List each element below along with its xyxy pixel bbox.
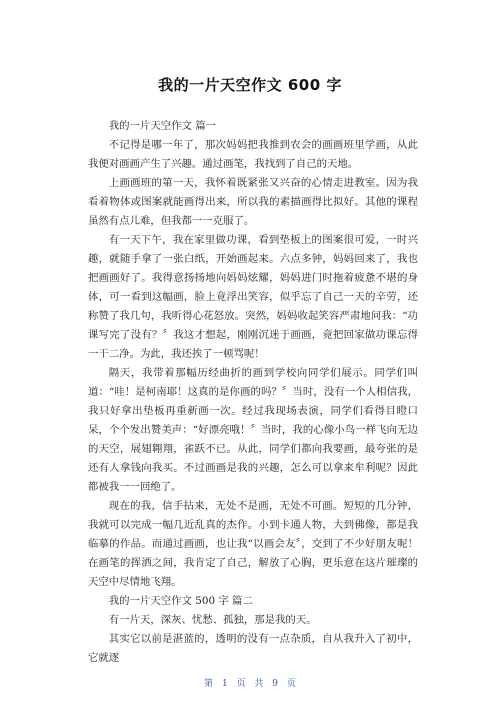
paragraph: 上画画班的第一天，我怀着既紧张又兴奋的心情走进教室。因为我看着物体或图案就能画得出来，所以我的素描画得比拟好。其他的课程虽然有点儿难，但我都一一克服了。 bbox=[88, 177, 418, 227]
paragraph: 现在的我，信手拈来，无处不是画，无处不可画。短短的几分钟，我就可以完成一幅几近乱真的杰作。小到卡通人物，大到佛像，都是我临摹的作品。而通过画画，也让我“以画会友〞，交到了不少好朋友呢！在画笔的挥洒之间，我肯定了自己，解放了心胸，更乐意在这片璀璨的天空中尽情地飞翔。 bbox=[88, 500, 418, 588]
paragraph: 其实它以前是湛蓝的，透明的没有一点杂质，自从我升入了初中，它就逐 bbox=[88, 633, 418, 664]
paragraph: 不记得是哪一年了，那次妈妈把我推到农会的画画班里学画，从此我便对画画产生了兴趣。通过画笔，我找到了自己的天地。 bbox=[88, 139, 418, 170]
paragraph: 有一片天，深灰、忧愁、孤独，那是我的天。 bbox=[108, 614, 317, 626]
paragraph: 有一天下午，我在家里做功课，看到垫板上的图案很可爱，一时兴趣，就随手拿了一张白纸，开始画起来。六点多钟，妈妈回来了，我也把画画好了。我得意扬扬地向妈妈炫耀，妈妈进门时拖着疲惫不堪的身体，可一看到这幅画，脸上竟浮出笑容，似乎忘了自己一天的辛劳，还称赞了我几句，我听得心花怒放。突然，妈妈收起笑容严肃地问我：“功课写完了没有？〞我这才想起，刚刚沉迷于画画，竟把回家做功课忘得一干二净。为此，我还挨了一顿骂呢！ bbox=[88, 234, 418, 360]
page-footer: 第 1 页 共 9 页 bbox=[204, 679, 296, 689]
section-heading: 我的一片天空作文 500 字 篇二 bbox=[108, 595, 253, 607]
paragraph: 隔天，我带着那幅历经曲折的画到学校向同学们展示。同学们叫道：“哇！是柯南耶！这真的是你画的吗？〞当时，没有一个人相信我，我只好拿出垫板再重新画一次。经过我现场表演，同学们看得目瞪口呆，个个发出赞美声：“好漂亮哦！〞当时，我的心像小鸟一样飞向无边的天空，展翅翱翔，雀跃不已。从此，同学们都向我要画，最夸张的是还有人拿钱向我买。不过画画是我的兴趣，怎么可以拿来牟利呢？因此都被我一一回绝了。 bbox=[88, 367, 418, 493]
document-title: 我的一片天空作文 600 字 bbox=[158, 76, 342, 94]
document-body bbox=[88, 117, 418, 668]
section-heading: 我的一片天空作文 篇一 bbox=[108, 120, 217, 132]
